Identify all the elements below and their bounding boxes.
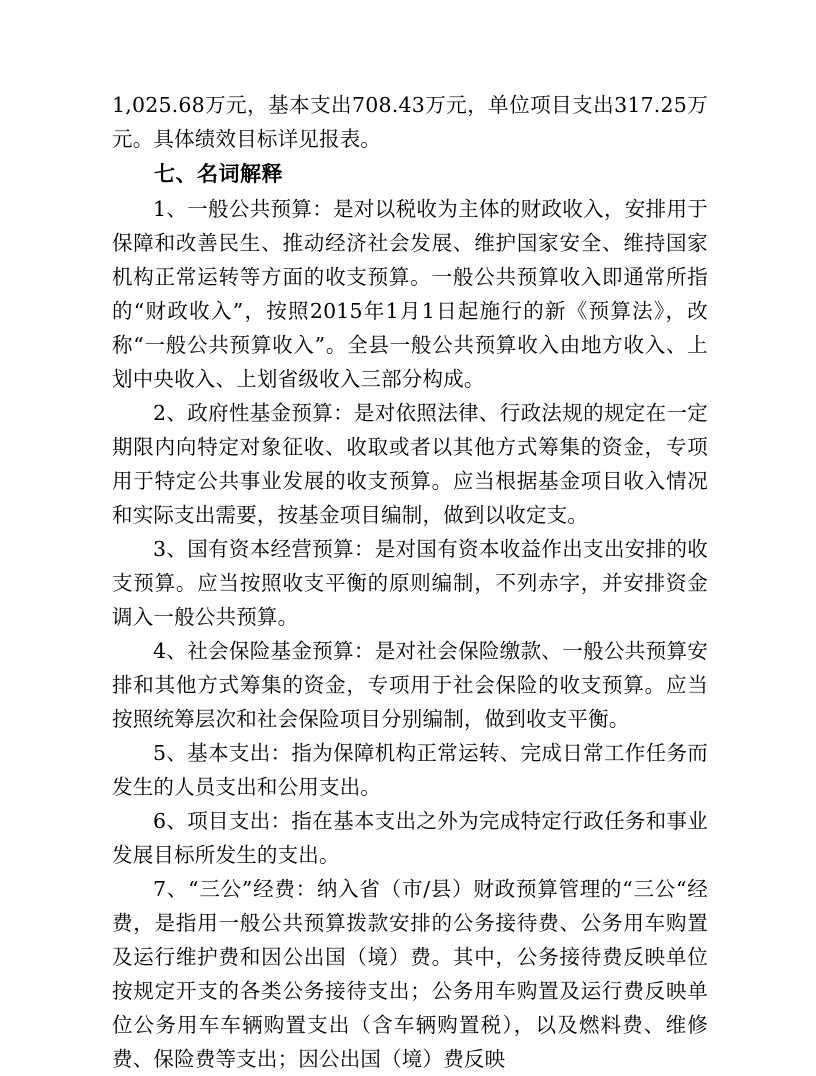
paragraph-item-7-three-public-expenses: 7、“三公”经费：纳入省（市/县）财政预算管理的“三公“经费，是指用一般公共预算拨款安排的公务接待费、公务用车购置及运行维护费和因公出国（境）费。其中，公务接待费反映单位按规定开支的各类公务接待支出；公务用车购置及运行费反映单位公务用车车辆购置支出（含车辆购置税），以及燃料费、维修费、保险费等支出；因公出国（境）费反映 (112, 877, 708, 1071)
paragraph-item-2-government-fund-budget: 2、政府性基金预算：是对依照法律、行政法规的规定在一定期限内向特定对象征收、收取或者以其他方式筹集的资金，专项用于特定公共事业发展的收支预算。应当根据基金项目收入情况和实际支出需要，按基金项目编制，做到以收定支。 (112, 401, 708, 527)
paragraph-item-3-state-capital-operation-budget: 3、国有资本经营预算：是对国有资本收益作出支出安排的收支预算。应当按照收支平衡的原则编制，不列赤字，并安排资金调入一般公共预算。 (112, 537, 708, 629)
paragraph-item-5-basic-expenditure: 5、基本支出：指为保障机构正常运转、完成日常工作任务而发生的人员支出和公用支出。 (112, 741, 708, 799)
paragraph-continued-budget-figures: 1,025.68万元，基本支出708.43万元，单位项目支出317.25万元。具体绩效目标详见报表。 (112, 93, 708, 151)
heading-seven-terminology: 七、名词解释 (154, 161, 283, 186)
paragraph-item-6-project-expenditure: 6、项目支出：指在基本支出之外为完成特定行政任务和事业发展目标所发生的支出。 (112, 809, 708, 867)
paragraph-item-4-social-insurance-fund-budget: 4、社会保险基金预算：是对社会保险缴款、一般公共预算安排和其他方式筹集的资金，专项用于社会保险的收支预算。应当按照统筹层次和社会保险项目分别编制，做到收支平衡。 (112, 639, 708, 731)
paragraph-item-1-general-public-budget: 1、一般公共预算：是对以税收为主体的财政收入，安排用于保障和改善民生、推动经济社会发展、维护国家安全、维持国家机构正常运转等方面的收支预算。一般公共预算收入即通常所指的“财政收入”，按照2015年1月1日起施行的新《预算法》，改称“一般公共预算收入”。全县一般公共预算收入由地方收入、上划中央收入、上划省级收入三部分构成。 (112, 197, 708, 391)
document-body (112, 88, 708, 1076)
